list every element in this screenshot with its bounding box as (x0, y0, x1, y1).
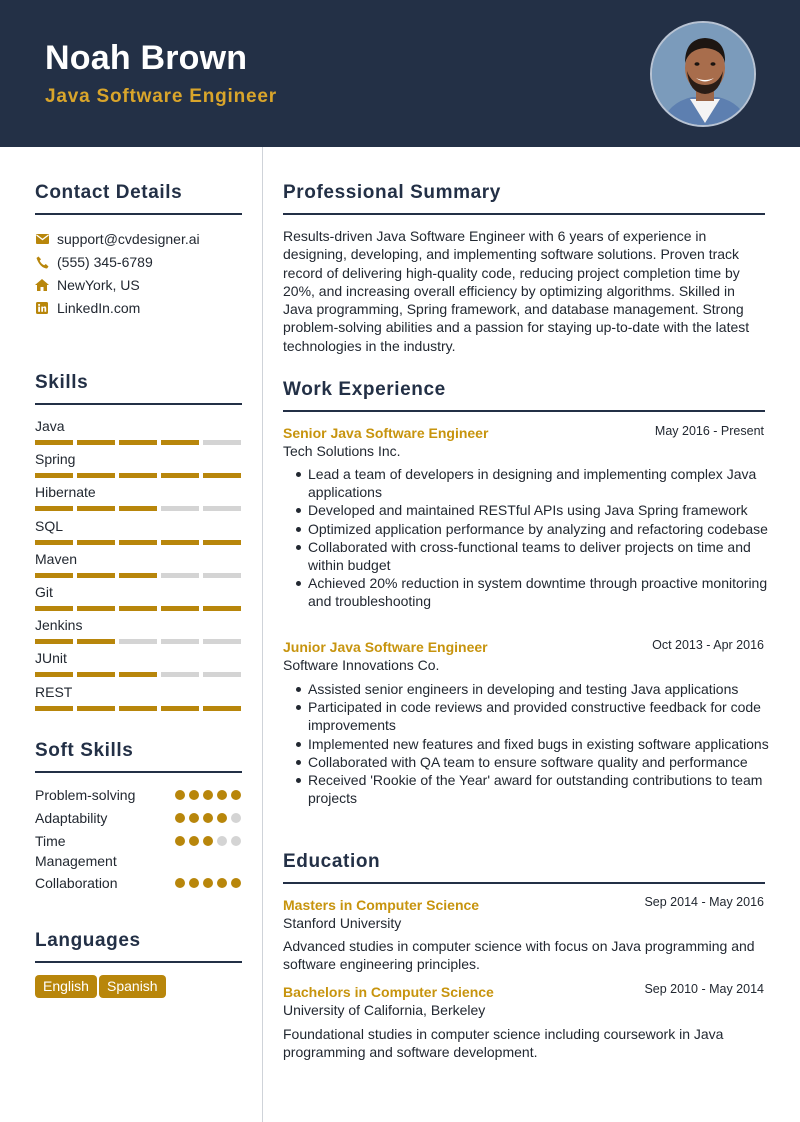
skill-name: REST (35, 683, 73, 700)
summary-rule (283, 213, 765, 215)
skill-name: Git (35, 584, 53, 600)
skill-level-segment (161, 706, 199, 711)
phone-icon (35, 255, 49, 269)
column-divider (262, 147, 263, 1122)
skill-name: Spring (35, 451, 76, 468)
degree-dates: Sep 2014 - May 2016 (644, 895, 764, 909)
experience-rule (283, 410, 765, 412)
rating-dot (231, 836, 241, 846)
skill-name: Maven (35, 550, 78, 567)
contact-phone[interactable] (35, 252, 153, 272)
envelope-icon (35, 232, 49, 246)
rating-dot (217, 836, 227, 846)
soft-skill-rating (175, 813, 241, 828)
skill-level-segment (77, 540, 115, 545)
skill-level-segment (161, 440, 199, 445)
skill-level-segment (35, 440, 73, 445)
school-name: Stanford University (283, 915, 402, 931)
skill-level-segment (203, 706, 241, 711)
degree-description: Foundational studies in computer science including coursework in Java programming and software development. (283, 1026, 724, 1061)
degree-title: Masters in Computer Science (283, 897, 480, 913)
soft-skill-name: Adaptability (35, 810, 108, 826)
job-company: Software Innovations Co. (283, 657, 440, 673)
skill-level-segment (119, 639, 157, 644)
candidate-name: Noah Brown (45, 39, 248, 77)
rating-dot (203, 790, 213, 800)
skills-rule (35, 403, 242, 405)
rating-dot (175, 878, 185, 888)
skill-name: Jenkins (35, 617, 83, 634)
skill-item (35, 650, 241, 677)
skill-level-segment (203, 672, 241, 677)
linkedin-icon (35, 301, 49, 315)
skill-level-bar (35, 440, 241, 445)
skill-item (35, 484, 241, 511)
contact-heading: Contact Details (35, 182, 183, 203)
rating-dot (217, 790, 227, 800)
skill-name: JUnit (35, 650, 67, 667)
rating-dot (175, 813, 185, 823)
skill-level-segment (119, 440, 157, 445)
home-icon (35, 278, 49, 292)
soft-skills-rule (35, 771, 242, 773)
skill-level-segment (161, 606, 199, 611)
skill-level-segment (203, 506, 241, 511)
contact-email-text: support@cvdesigner.ai (57, 231, 200, 247)
skill-level-segment (161, 473, 199, 478)
language-pill: Spanish (99, 975, 166, 998)
skill-level-bar (35, 473, 241, 478)
rating-dot (231, 813, 241, 823)
skill-level-segment (161, 639, 199, 644)
degree-dates: Sep 2010 - May 2014 (644, 982, 764, 996)
skill-level-segment (35, 706, 73, 711)
skill-level-segment (119, 606, 157, 611)
skill-item (35, 684, 241, 711)
skill-name: Hibernate (35, 484, 96, 501)
summary-heading: Professional Summary (283, 182, 501, 203)
rating-dot (231, 878, 241, 888)
job-dates: May 2016 - Present (654, 424, 764, 438)
skill-level-segment (161, 540, 199, 545)
skill-level-bar (35, 606, 241, 611)
skill-level-bar (35, 540, 241, 545)
job-role: Senior Java Software Engineer (283, 425, 489, 441)
skill-level-segment (77, 473, 115, 478)
rating-dot (217, 813, 227, 823)
skill-level-segment (119, 672, 157, 677)
degree-description: Advanced studies in computer science with focus on Java programming and software engineering principles. (283, 938, 755, 973)
rating-dot (189, 836, 199, 846)
contact-phone-text: (555) 345-6789 (57, 254, 153, 270)
rating-dot (231, 790, 241, 800)
contact-email[interactable] (35, 229, 200, 249)
skill-level-segment (77, 672, 115, 677)
skill-level-segment (35, 540, 73, 545)
job-bullet: Lead a team of developers in designing and implementing complex Java applications (292, 465, 770, 501)
job-bullet: Implemented new features and fixed bugs in existing software applications (292, 735, 770, 753)
rating-dot (203, 836, 213, 846)
job-role: Junior Java Software Engineer (283, 639, 488, 655)
soft-skill-item (35, 873, 241, 893)
languages-rule (35, 961, 242, 963)
skill-level-segment (35, 672, 73, 677)
job-bullet: Optimized application performance by analyzing and refactoring codebase (292, 520, 770, 538)
profile-photo-illustration (652, 23, 756, 127)
job-company: Tech Solutions Inc. (283, 443, 401, 459)
job-bullet: Developed and maintained RESTful APIs using Java Spring framework (292, 501, 770, 519)
contact-location-text: NewYork, US (57, 277, 140, 293)
contact-linkedin[interactable] (35, 298, 140, 318)
soft-skill-item (35, 785, 241, 805)
skill-level-segment (161, 573, 199, 578)
skill-level-segment (161, 506, 199, 511)
job-bullet: Participated in code reviews and provided constructive feedback for code improvements (292, 698, 770, 734)
job-bullets (292, 465, 770, 611)
job-bullet: Collaborated with QA team to ensure software quality and performance (292, 753, 770, 771)
skill-level-segment (77, 573, 115, 578)
experience-heading: Work Experience (283, 379, 446, 400)
education-rule (283, 882, 765, 884)
skill-item (35, 617, 241, 644)
soft-skill-item (35, 808, 241, 828)
skill-level-segment (77, 706, 115, 711)
resume-header (0, 0, 800, 147)
skill-level-bar (35, 573, 241, 578)
education-heading: Education (283, 851, 381, 872)
soft-skill-item (35, 831, 241, 871)
rating-dot (203, 878, 213, 888)
skill-level-segment (203, 473, 241, 478)
profile-photo (650, 21, 756, 127)
skill-item (35, 551, 241, 578)
skill-level-segment (35, 573, 73, 578)
soft-skills-heading: Soft Skills (35, 740, 134, 761)
skill-item (35, 584, 241, 611)
skill-level-segment (119, 573, 157, 578)
skill-level-segment (77, 606, 115, 611)
soft-skill-rating (175, 836, 241, 871)
rating-dot (189, 813, 199, 823)
skill-level-segment (77, 506, 115, 511)
skill-item (35, 518, 241, 545)
skill-level-segment (203, 639, 241, 644)
rating-dot (203, 813, 213, 823)
skill-level-segment (203, 440, 241, 445)
skill-name: Java (35, 418, 65, 434)
degree-title: Bachelors in Computer Science (283, 984, 494, 1000)
skill-level-bar (35, 672, 241, 677)
job-bullet: Assisted senior engineers in developing and testing Java applications (292, 680, 770, 698)
skill-level-bar (35, 506, 241, 511)
job-bullets (292, 680, 770, 807)
soft-skill-rating (175, 790, 241, 805)
job-bullet: Collaborated with cross-functional teams to deliver projects on time and within budget (292, 538, 770, 574)
skill-level-segment (77, 440, 115, 445)
soft-skill-rating (175, 878, 241, 893)
soft-skill-name: Collaboration (35, 875, 118, 891)
job-bullet: Received 'Rookie of the Year' award for outstanding contributions to team projects (292, 771, 770, 807)
skill-level-segment (119, 506, 157, 511)
rating-dot (175, 836, 185, 846)
rating-dot (189, 790, 199, 800)
school-name: University of California, Berkeley (283, 1002, 486, 1018)
contact-linkedin-text: LinkedIn.com (57, 300, 141, 316)
skill-level-segment (203, 606, 241, 611)
skill-level-bar (35, 706, 241, 711)
skill-item (35, 418, 241, 445)
skill-level-segment (35, 639, 73, 644)
languages-heading: Languages (35, 930, 141, 951)
skill-item (35, 451, 241, 478)
skill-level-segment (119, 706, 157, 711)
language-pill: English (35, 975, 97, 998)
job-dates: Oct 2013 - Apr 2016 (652, 638, 764, 652)
skill-level-segment (35, 606, 73, 611)
skill-level-segment (77, 639, 115, 644)
rating-dot (189, 878, 199, 888)
job-bullet: Achieved 20% reduction in system downtime through proactive monitoring and troubleshooting (292, 574, 770, 610)
summary-text: Results-driven Java Software Engineer with 6 years of experience in designing, developing, and implementing software solutions. Proven track record of delivering high-quality code, reducing project completion time by 20%, and increasing overall efficiency by optimizing algorithms. Skilled in Java programming, Spring framework, and database management. Strong problem-solving abilities and a passion for staying up-to-date with the latest technologies in the industry. (283, 228, 750, 354)
skill-level-segment (203, 573, 241, 578)
skill-level-segment (35, 473, 73, 478)
rating-dot (175, 790, 185, 800)
skills-heading: Skills (35, 372, 89, 393)
candidate-title: Java Software Engineer (45, 86, 277, 107)
contact-location (35, 275, 140, 295)
skill-name: SQL (35, 517, 64, 534)
contact-rule (35, 213, 242, 215)
skill-level-segment (203, 540, 241, 545)
rating-dot (217, 878, 227, 888)
soft-skill-name: Problem-solving (35, 787, 136, 803)
soft-skill-name: Time Management (35, 833, 117, 869)
skill-level-segment (119, 473, 157, 478)
skill-level-segment (161, 672, 199, 677)
skill-level-segment (119, 540, 157, 545)
skill-level-bar (35, 639, 241, 644)
skill-level-segment (35, 506, 73, 511)
